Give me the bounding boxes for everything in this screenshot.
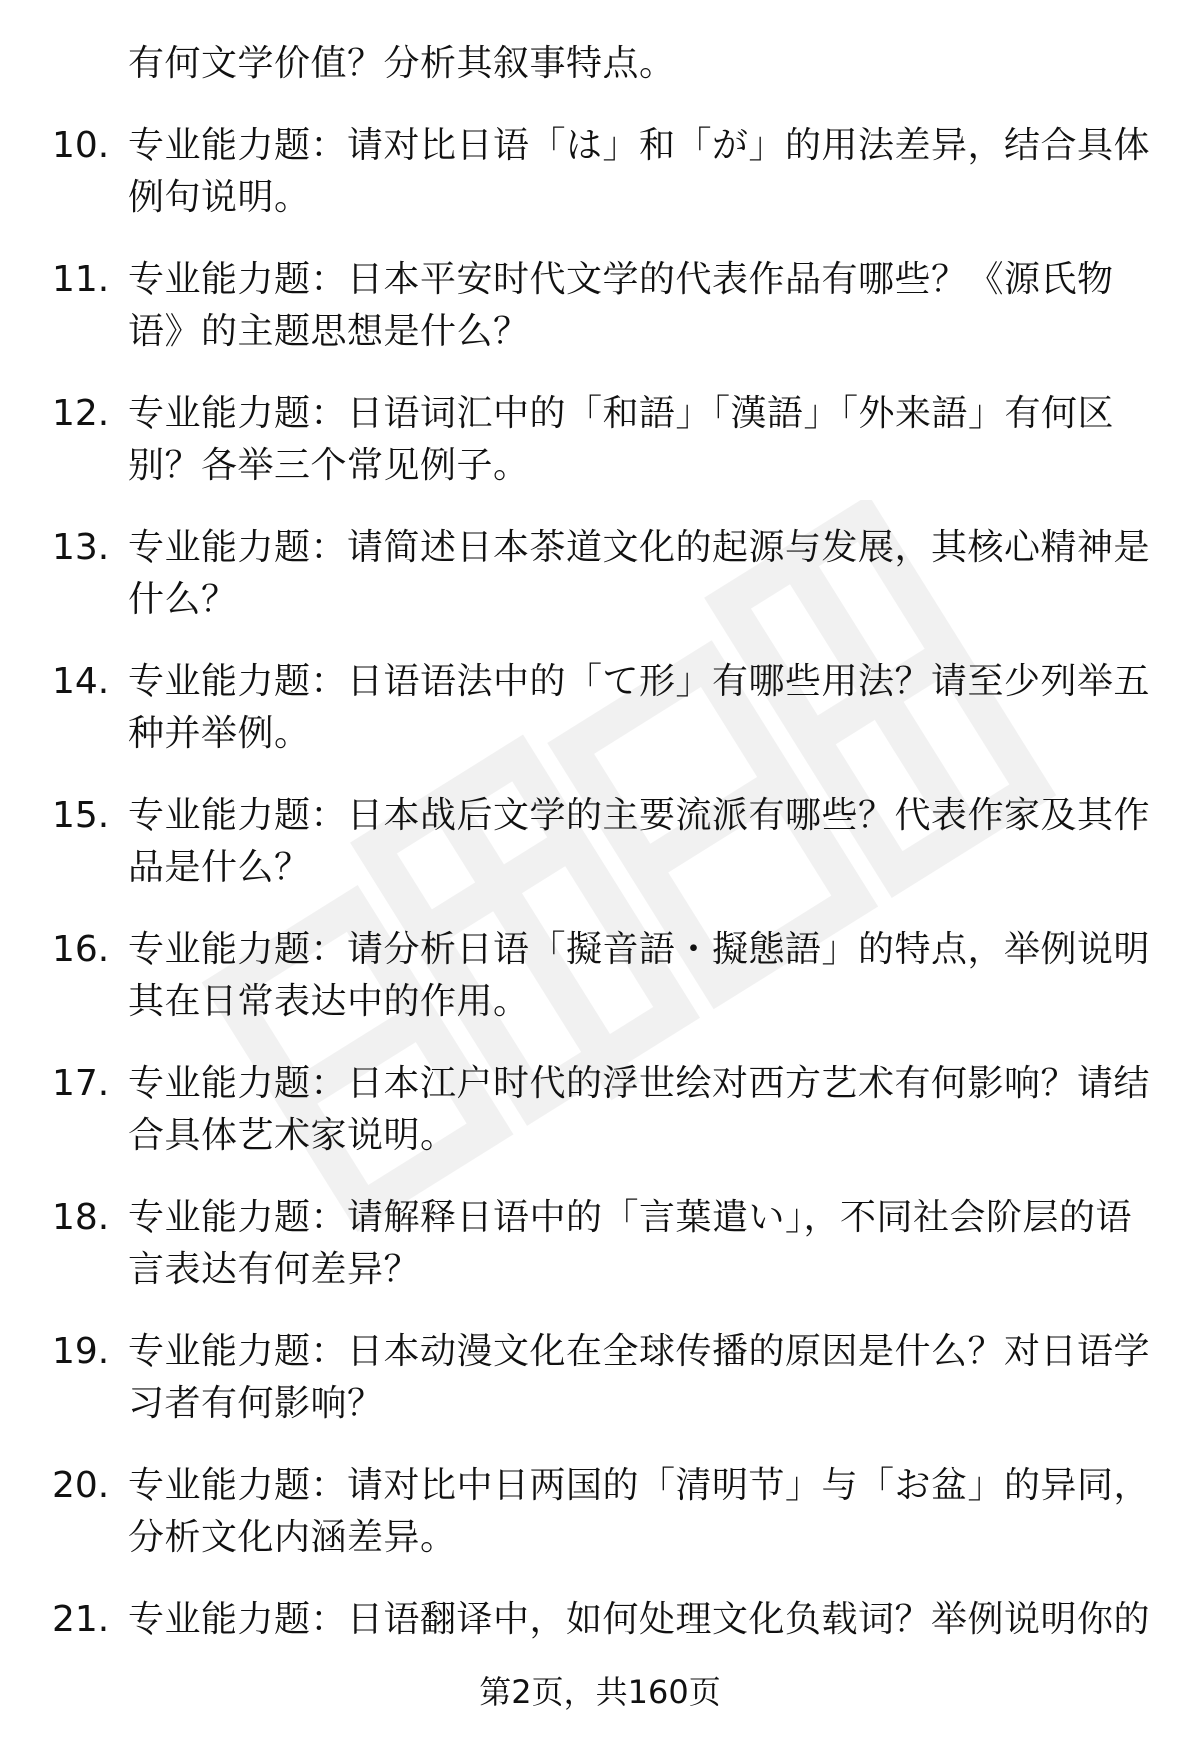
item-line: 专业能力题：请对比日语「は」和「が」的用法差异，结合具体	[128, 125, 1151, 166]
item-line: 别？各举三个常见例子。	[128, 445, 530, 486]
item-line: 品是什么？	[128, 847, 311, 888]
item-number: 14.	[52, 661, 110, 702]
item-text	[0, 1058, 1151, 1162]
item-line: 什么？	[128, 579, 238, 620]
list-item	[0, 388, 1200, 492]
page-footer: 第2页，共160页	[479, 1673, 721, 1711]
item-number: 11.	[52, 259, 110, 300]
question-list	[0, 38, 1200, 1646]
list-item	[0, 1192, 1200, 1296]
item-number: 18.	[52, 1197, 110, 1238]
item-line: 言表达有何差异？	[128, 1249, 421, 1290]
list-item	[0, 522, 1200, 626]
item-text	[0, 1594, 1151, 1646]
item-line: 例句说明。	[128, 177, 311, 218]
list-item	[0, 656, 1200, 760]
item-line: 专业能力题：日本江户时代的浮世绘对西方艺术有何影响？请结	[128, 1063, 1151, 1104]
item-text	[0, 656, 1151, 760]
item-line: 语》的主题思想是什么？	[128, 311, 530, 352]
item-number: 16.	[52, 929, 110, 970]
item-number: 19.	[52, 1331, 110, 1372]
item-text	[0, 388, 1148, 492]
item-number: 17.	[52, 1063, 110, 1104]
item-line: 分析文化内涵差异。	[128, 1517, 457, 1558]
item-line: 种并举例。	[128, 713, 311, 754]
list-item	[0, 924, 1200, 1028]
item-number: 13.	[52, 527, 110, 568]
list-item	[0, 1058, 1200, 1162]
item-text	[0, 120, 1151, 224]
item-text	[0, 790, 1151, 894]
item-line: 合具体艺术家说明。	[128, 1115, 457, 1156]
item-line: 专业能力题：请简述日本茶道文化的起源与发展，其核心精神是	[128, 527, 1151, 568]
item-line: 专业能力题：日本战后文学的主要流派有哪些？代表作家及其作	[128, 795, 1151, 836]
list-item	[0, 1594, 1200, 1646]
item-line: 专业能力题：日语语法中的「て形」有哪些用法？请至少列举五	[128, 661, 1151, 702]
item-line: 专业能力题：请对比中日两国的「清明节」与「お盆」的异同，	[128, 1465, 1151, 1506]
list-item	[0, 1326, 1200, 1430]
list-item	[0, 254, 1200, 358]
item-number: 21.	[52, 1599, 110, 1640]
item-number: 10.	[52, 125, 110, 166]
item-text	[0, 254, 1148, 358]
item-number: 20.	[52, 1465, 110, 1506]
item-text	[0, 924, 1151, 1028]
item-line: 专业能力题：请分析日语「擬音語・擬態語」的特点，举例说明	[128, 929, 1151, 970]
item-line: 专业能力题：日本平安时代文学的代表作品有哪些？《源氏物	[128, 259, 1114, 300]
item-line: 专业能力题：日本动漫文化在全球传播的原因是什么？对日语学	[128, 1331, 1151, 1372]
list-item	[0, 1460, 1200, 1564]
item-line: 其在日常表达中的作用。	[128, 981, 530, 1022]
item-number: 15.	[52, 795, 110, 836]
item-number: 12.	[52, 393, 110, 434]
item-line: 专业能力题：日语翻译中，如何处理文化负载词？举例说明你的	[128, 1599, 1151, 1640]
item-text	[0, 1326, 1151, 1430]
item-text	[0, 1192, 1148, 1296]
item-text	[0, 1460, 1151, 1564]
list-item	[0, 120, 1200, 224]
item-line: 习者有何影响？	[128, 1383, 384, 1424]
list-item	[0, 790, 1200, 894]
item-line: 专业能力题：请解释日语中的「言葉遣い」，不同社会阶层的语	[128, 1197, 1133, 1238]
item-text	[0, 522, 1151, 626]
item-line: 专业能力题：日语词汇中的「和語」「漢語」「外来語」有何区	[128, 393, 1115, 434]
continued-question-text: 有何文学价值？分析其叙事特点。	[128, 43, 676, 84]
